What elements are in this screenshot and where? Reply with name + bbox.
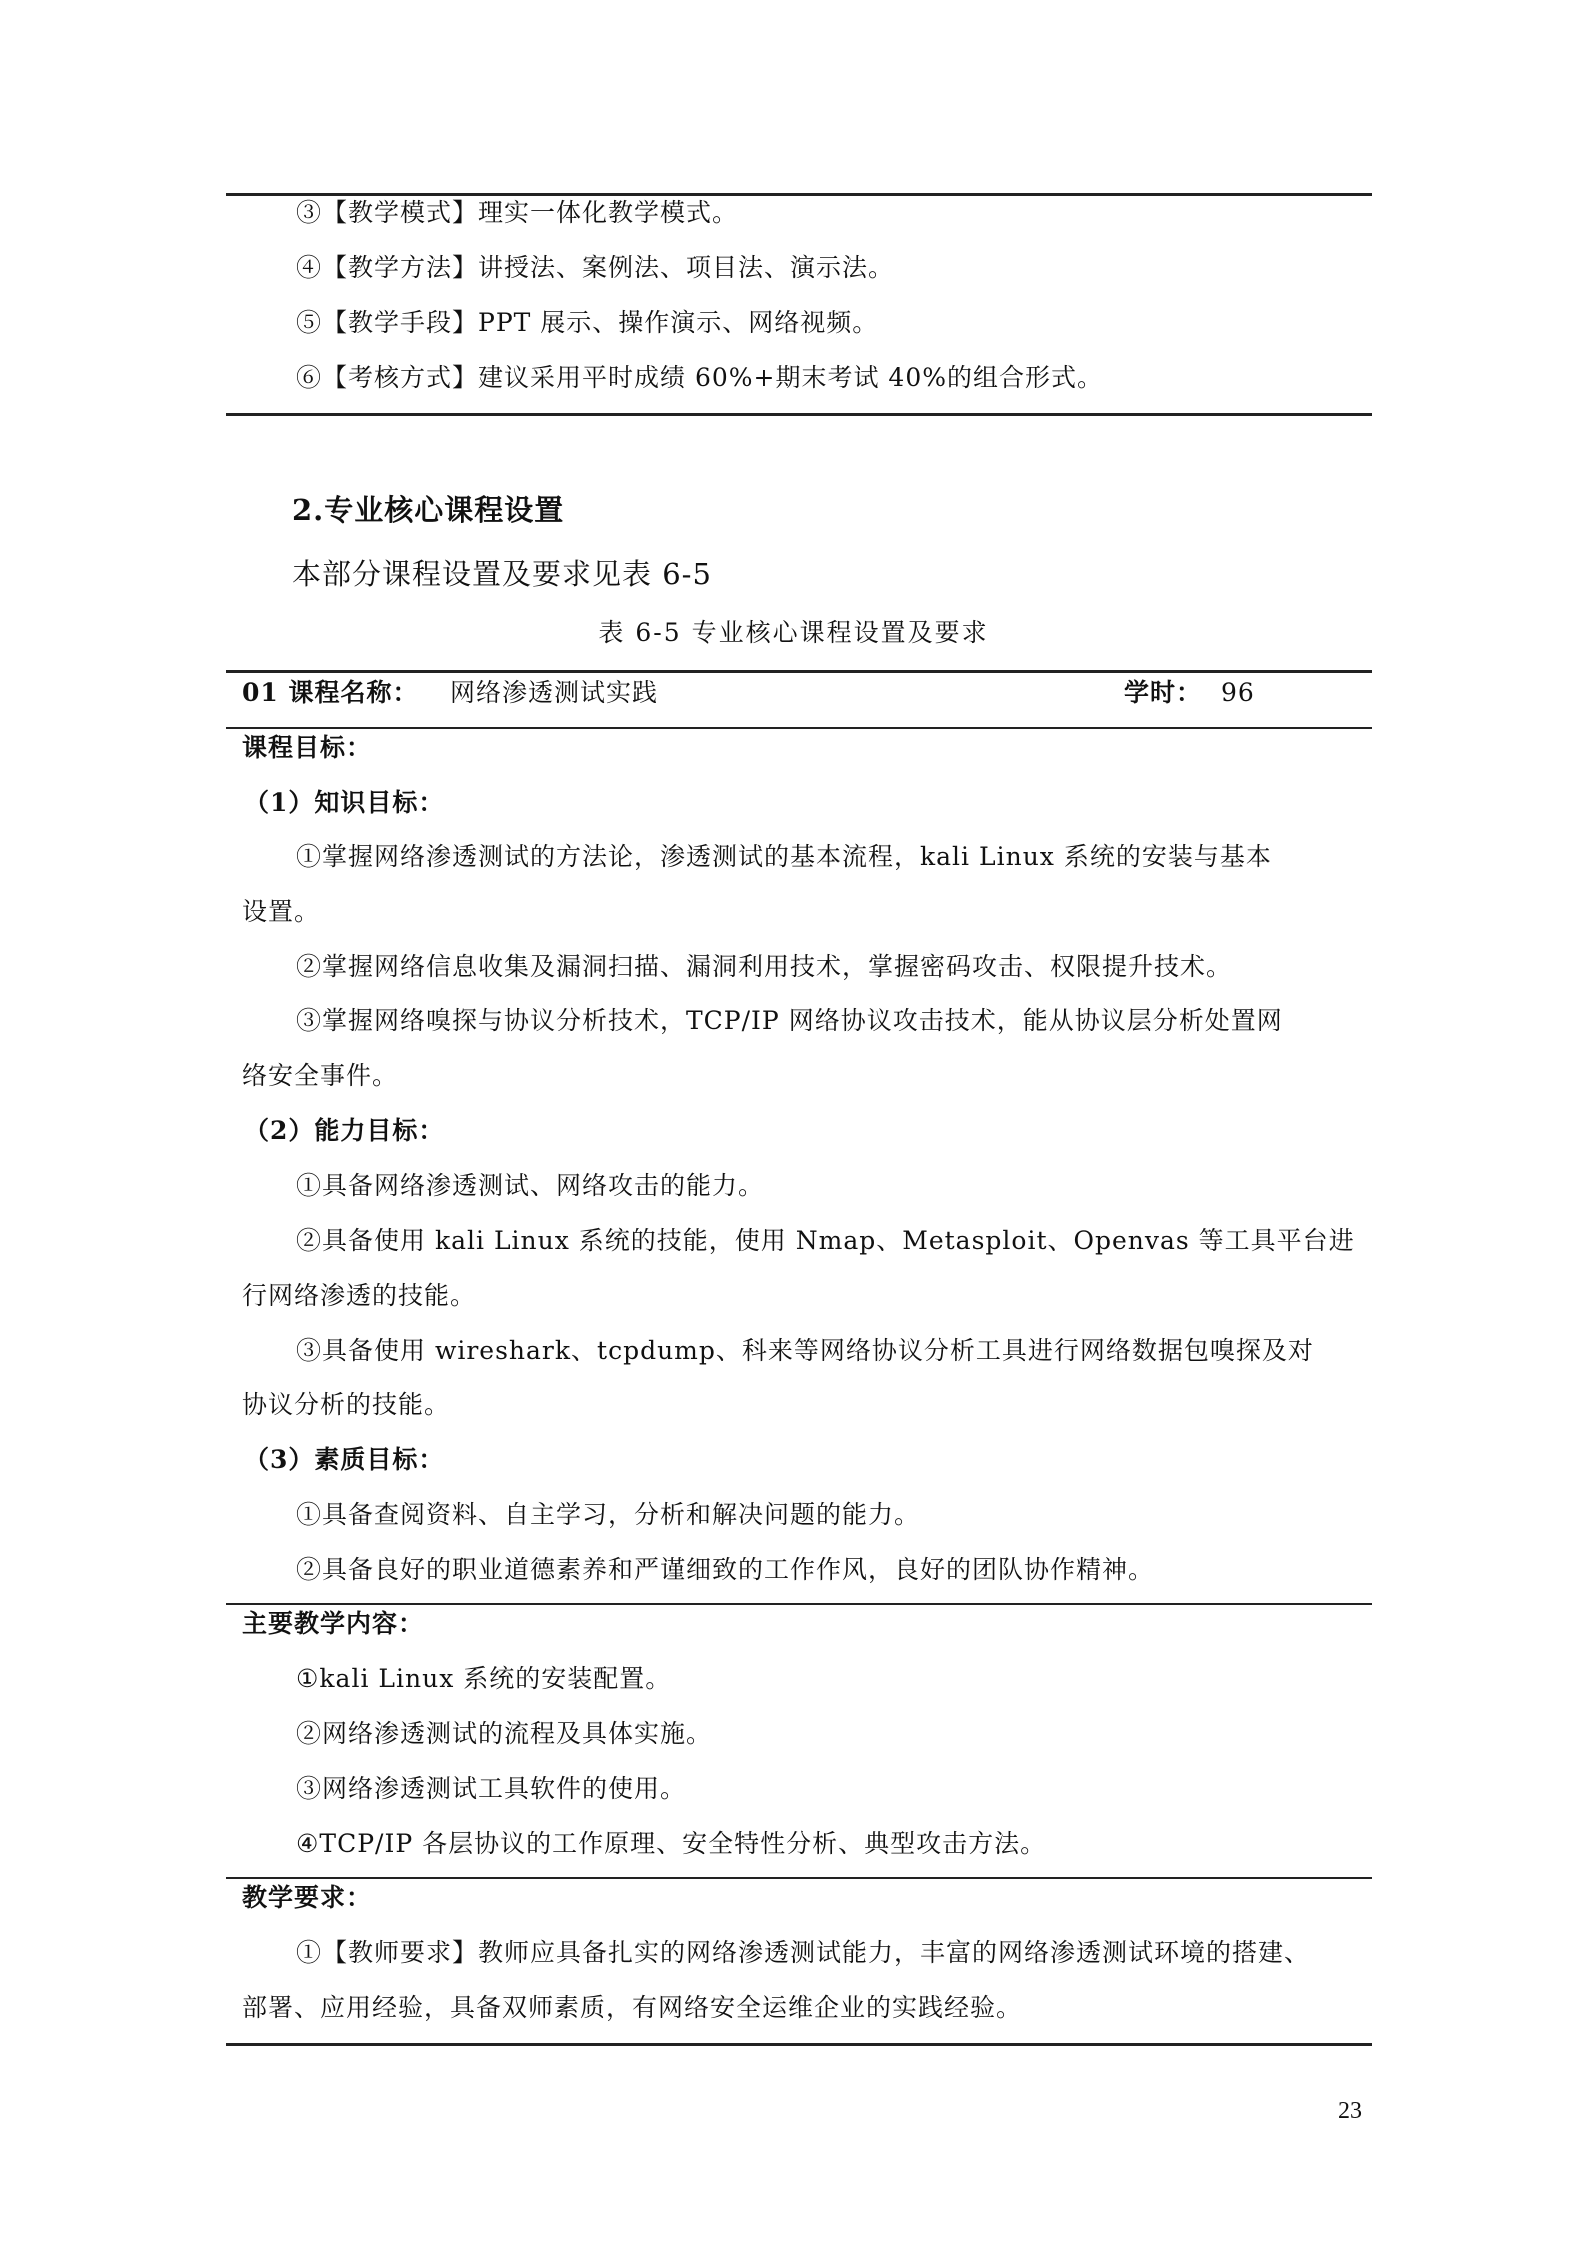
table-caption: 表 6-5 专业核心课程设置及要求 [598, 618, 989, 647]
course-hours-value: 96 [1221, 678, 1255, 707]
knowledge-goals-title: （1）知识目标： [244, 788, 445, 817]
course-table-bottom-rule [226, 2043, 1372, 2046]
knowledge-goal-2: ②掌握网络信息收集及漏洞扫描、漏洞利用技术，掌握密码攻击、权限提升技术。 [296, 952, 1233, 981]
course-name-value: 网络渗透测试实践 [450, 678, 659, 707]
course-header-rule [226, 727, 1372, 729]
assessment-line: ⑥【考核方式】建议采用平时成绩 60%+期末考试 40%的组合形式。 [296, 363, 1103, 392]
course-name-label: 01 课程名称： [242, 678, 419, 707]
course-table-top-rule [226, 670, 1372, 673]
knowledge-goal-1-cont: 设置。 [242, 897, 321, 926]
knowledge-goal-3: ③掌握网络嗅探与协议分析技术，TCP/IP 网络协议攻击技术，能从协议层分析处置网 [296, 1006, 1283, 1035]
quality-goals-title: （3）素质目标： [244, 1445, 445, 1474]
ability-goals-title: （2）能力目标： [244, 1116, 445, 1145]
top-table-bottom-rule [226, 413, 1372, 416]
content-item-4: ④TCP/IP 各层协议的工作原理、安全特性分析、典型攻击方法。 [296, 1829, 1047, 1858]
goals-header: 课程目标： [242, 733, 373, 762]
teacher-requirement-line: ①【教师要求】教师应具备扎实的网络渗透测试能力，丰富的网络渗透测试环境的搭建、 [296, 1938, 1311, 1967]
page-number: 23 [1338, 2098, 1362, 2124]
quality-goal-2: ②具备良好的职业道德素养和严谨细致的工作作风，良好的团队协作精神。 [296, 1555, 1155, 1584]
ability-goal-2-cont: 行网络渗透的技能。 [242, 1281, 477, 1310]
content-item-1: ①kali Linux 系统的安装配置。 [296, 1664, 672, 1693]
knowledge-goal-1: ①掌握网络渗透测试的方法论，渗透测试的基本流程，kali Linux 系统的安装与基本 [296, 842, 1272, 871]
quality-goal-1: ①具备查阅资料、自主学习，分析和解决问题的能力。 [296, 1500, 921, 1529]
teaching-means-line: ⑤【教学手段】PPT 展示、操作演示、网络视频。 [296, 308, 879, 337]
content-item-2: ②网络渗透测试的流程及具体实施。 [296, 1719, 713, 1748]
ability-goal-3-cont: 协议分析的技能。 [242, 1390, 451, 1419]
ability-goal-3: ③具备使用 wireshark、tcpdump、科来等网络协议分析工具进行网络数据包嗅探及对 [296, 1336, 1314, 1365]
goals-bottom-rule [226, 1603, 1372, 1605]
ability-goal-2: ②具备使用 kali Linux 系统的技能，使用 Nmap、Metasploit、Openvas 等工具平台进 [296, 1226, 1355, 1255]
teaching-mode-line: ③【教学模式】理实一体化教学模式。 [296, 198, 739, 227]
content-bottom-rule [226, 1877, 1372, 1879]
teacher-requirement-cont: 部署、应用经验，具备双师素质，有网络安全运维企业的实践经验。 [242, 1993, 1023, 2022]
ability-goal-1: ①具备网络渗透测试、网络攻击的能力。 [296, 1171, 765, 1200]
teaching-method-line: ④【教学方法】讲授法、案例法、项目法、演示法。 [296, 253, 895, 282]
course-hours-label: 学时： [1124, 678, 1203, 707]
content-header: 主要教学内容： [242, 1609, 425, 1638]
requirements-header: 教学要求： [242, 1883, 373, 1912]
section-intro: 本部分课程设置及要求见表 6-5 [292, 557, 712, 591]
section-title: 2.专业核心课程设置 [292, 493, 565, 527]
content-item-3: ③网络渗透测试工具软件的使用。 [296, 1774, 687, 1803]
knowledge-goal-3-cont: 络安全事件。 [242, 1061, 399, 1090]
